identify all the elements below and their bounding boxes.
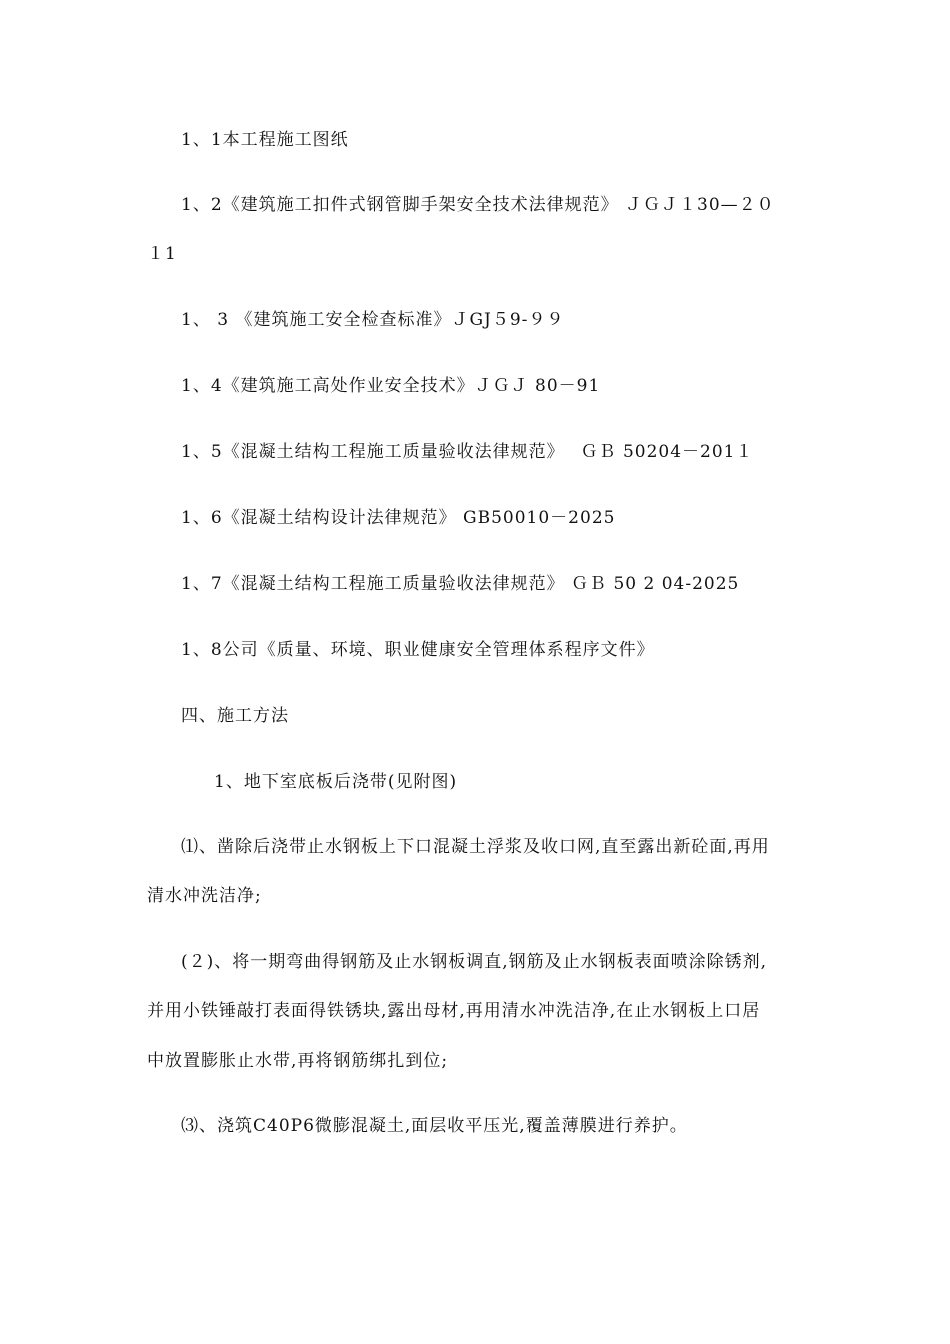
step-1-line-2: 清水冲洗洁净; (147, 886, 262, 906)
line-basis-1-6: 1、6《混凝土结构设计法律规范》 GB50010－2025 (181, 508, 616, 528)
line-basis-1-2-cont: １1 (147, 244, 177, 264)
line-basis-1-3: 1、 3 《建筑施工安全检查标准》ＪGJ５9-９９ (181, 310, 565, 330)
section-heading: 四、施工方法 (181, 706, 289, 726)
step-2-line-1: (２)、将一期弯曲得钢筋及止水钢板调直,钢筋及止水钢板表面喷涂除锈剂, (181, 952, 768, 972)
subsection-heading: 1、地下室底板后浇带(见附图) (214, 772, 458, 792)
step-3-line-1: ⑶、浇筑C40P6微膨混凝土,面层收平压光,覆盖薄膜进行养护。 (181, 1116, 688, 1136)
line-basis-1-5: 1、5《混凝土结构工程施工质量验收法律规范》 ＧＢ 50204－201１ (181, 442, 754, 462)
line-basis-1-4: 1、4《建筑施工高处作业安全技术》ＪＧＪ 80－91 (181, 376, 601, 396)
line-basis-1-2: 1、2《建筑施工扣件式钢管脚手架安全技术法律规范》 ＪＧＪ１30—２０ (181, 195, 775, 215)
line-basis-1-1: 1、1本工程施工图纸 (181, 130, 349, 150)
step-2-line-2: 并用小铁锤敲打表面得铁锈块,露出母材,再用清水冲洗洁净,在止水钢板上口居 (147, 1001, 761, 1021)
step-2-line-3: 中放置膨胀止水带,再将钢筋绑扎到位; (147, 1051, 449, 1071)
step-1-line-1: ⑴、凿除后浇带止水钢板上下口混凝土浮浆及收口网,直至露出新砼面,再用 (181, 837, 770, 857)
line-basis-1-7: 1、7《混凝土结构工程施工质量验收法律规范》 ＧＢ 50 2 04-2025 (181, 574, 740, 594)
line-basis-1-8: 1、8公司《质量、环境、职业健康安全管理体系程序文件》 (181, 640, 655, 660)
